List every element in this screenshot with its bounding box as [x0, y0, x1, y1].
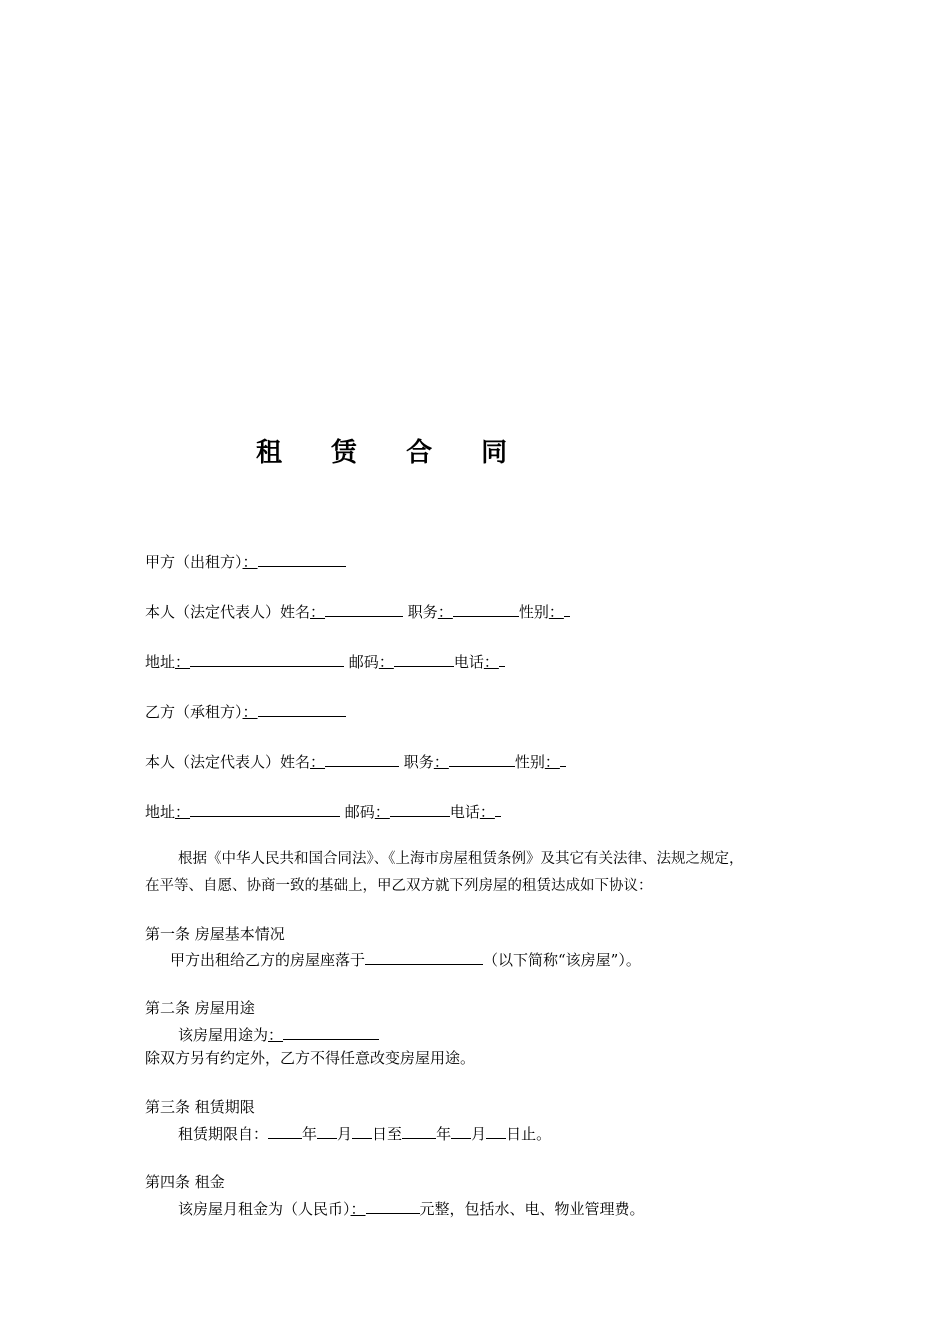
party-a-address-line [145, 650, 505, 672]
article-2-usage-colon: ： [268, 1026, 284, 1044]
party-a-rep-line [145, 600, 570, 622]
article-4-text-before: 该房屋月租金为（人民币） [178, 1200, 351, 1218]
party-b-position-colon: ： [433, 753, 449, 771]
article-3-year2: 年 [436, 1125, 452, 1143]
party-a-gender-colon: ： [548, 603, 564, 621]
party-b-name-blank [325, 750, 399, 767]
party-a-address-label: 地址 [145, 653, 176, 671]
party-b-name-colon: ： [310, 753, 326, 771]
party-a-postcode-blank [394, 650, 454, 667]
article-4-text-after: 元整，包括水、电、物业管理费。 [419, 1200, 645, 1218]
party-a-postcode-colon: ： [378, 653, 394, 671]
party-b-address-line [145, 800, 501, 822]
end-month-blank [451, 1122, 471, 1139]
party-a-colon: ： [242, 553, 258, 571]
article-3-year1: 年 [302, 1125, 318, 1143]
party-a-gender-label: 性别 [518, 603, 549, 621]
party-b-address-blank [190, 800, 340, 817]
party-b-phone-label: 电话 [449, 803, 480, 821]
party-b-address-label: 地址 [145, 803, 176, 821]
article-3-month1: 月 [337, 1125, 353, 1143]
article-3-month2: 月 [471, 1125, 487, 1143]
article-4-heading: 第四条 租金 [145, 1173, 225, 1191]
party-b-phone-blank [495, 800, 501, 817]
article-4-colon: ： [350, 1200, 366, 1218]
article-2-note: 除双方另有约定外，乙方不得任意改变房屋用途。 [145, 1049, 476, 1067]
party-b-postcode-colon: ： [374, 803, 390, 821]
party-a-name-blank [325, 600, 403, 617]
party-b-gender-label: 性别 [514, 753, 545, 771]
article-3-heading: 第三条 租赁期限 [145, 1098, 255, 1116]
party-b-address-colon: ： [175, 803, 191, 821]
party-b-colon: ： [242, 703, 258, 721]
end-day-blank [486, 1122, 506, 1139]
party-a-phone-blank [499, 650, 505, 667]
article-1-text [170, 948, 641, 970]
party-a-name-colon: ： [310, 603, 326, 621]
party-b-gender-blank [560, 750, 566, 767]
party-b-label: 乙方（承租方） [145, 703, 243, 721]
party-a-gender-blank [564, 600, 570, 617]
party-a-postcode-label: 邮码 [344, 653, 379, 671]
article-3-prefix: 租赁期限自： [178, 1125, 269, 1143]
end-year-blank [402, 1122, 436, 1139]
party-b-position-label: 职务 [399, 753, 434, 771]
party-a-rep-label: 本人（法定代表人）姓名 [145, 603, 311, 621]
article-3-term [178, 1122, 551, 1144]
party-b-line [145, 700, 346, 722]
preamble-line-1: 根据《中华人民共和国合同法》、《上海市房屋租赁条例》及其它有关法律、法规之规定， [178, 851, 744, 867]
article-3-day1: 日至 [372, 1125, 403, 1143]
article-2-usage-blank [283, 1023, 379, 1040]
document-title: 租 赁 合 同 [256, 438, 528, 468]
party-a-phone-colon: ： [483, 653, 499, 671]
party-b-gender-colon: ： [544, 753, 560, 771]
article-2-usage-label: 该房屋用途为 [178, 1026, 269, 1044]
party-b-postcode-label: 邮码 [340, 803, 375, 821]
party-b-blank [258, 700, 346, 717]
article-2-usage [178, 1023, 379, 1045]
party-b-phone-colon: ： [479, 803, 495, 821]
start-day-blank [352, 1122, 372, 1139]
party-a-label: 甲方（出租方） [145, 553, 243, 571]
article-1-text-after: （以下简称“该房屋”）。 [483, 951, 641, 969]
party-a-address-blank [190, 650, 344, 667]
party-a-position-blank [453, 600, 519, 617]
party-a-phone-label: 电话 [453, 653, 484, 671]
party-a-line [145, 550, 346, 572]
party-b-position-blank [449, 750, 515, 767]
party-b-postcode-blank [390, 800, 450, 817]
party-a-blank [258, 550, 346, 567]
party-a-address-colon: ： [175, 653, 191, 671]
article-3-day2: 日止。 [506, 1125, 552, 1143]
start-month-blank [317, 1122, 337, 1139]
party-b-rep-label: 本人（法定代表人）姓名 [145, 753, 311, 771]
article-1-location-blank [365, 948, 483, 965]
article-4-rent [178, 1197, 645, 1219]
rent-amount-blank [366, 1197, 420, 1214]
article-1-text-before: 甲方出租给乙方的房屋座落于 [170, 951, 366, 969]
article-2-heading: 第二条 房屋用途 [145, 999, 255, 1017]
party-a-position-colon: ： [437, 603, 453, 621]
article-1-heading: 第一条 房屋基本情况 [145, 925, 285, 943]
start-year-blank [268, 1122, 302, 1139]
preamble-line-2: 在平等、自愿、协商一致的基础上，甲乙双方就下列房屋的租赁达成如下协议： [145, 878, 653, 894]
party-b-rep-line [145, 750, 566, 772]
party-a-position-label: 职务 [403, 603, 438, 621]
